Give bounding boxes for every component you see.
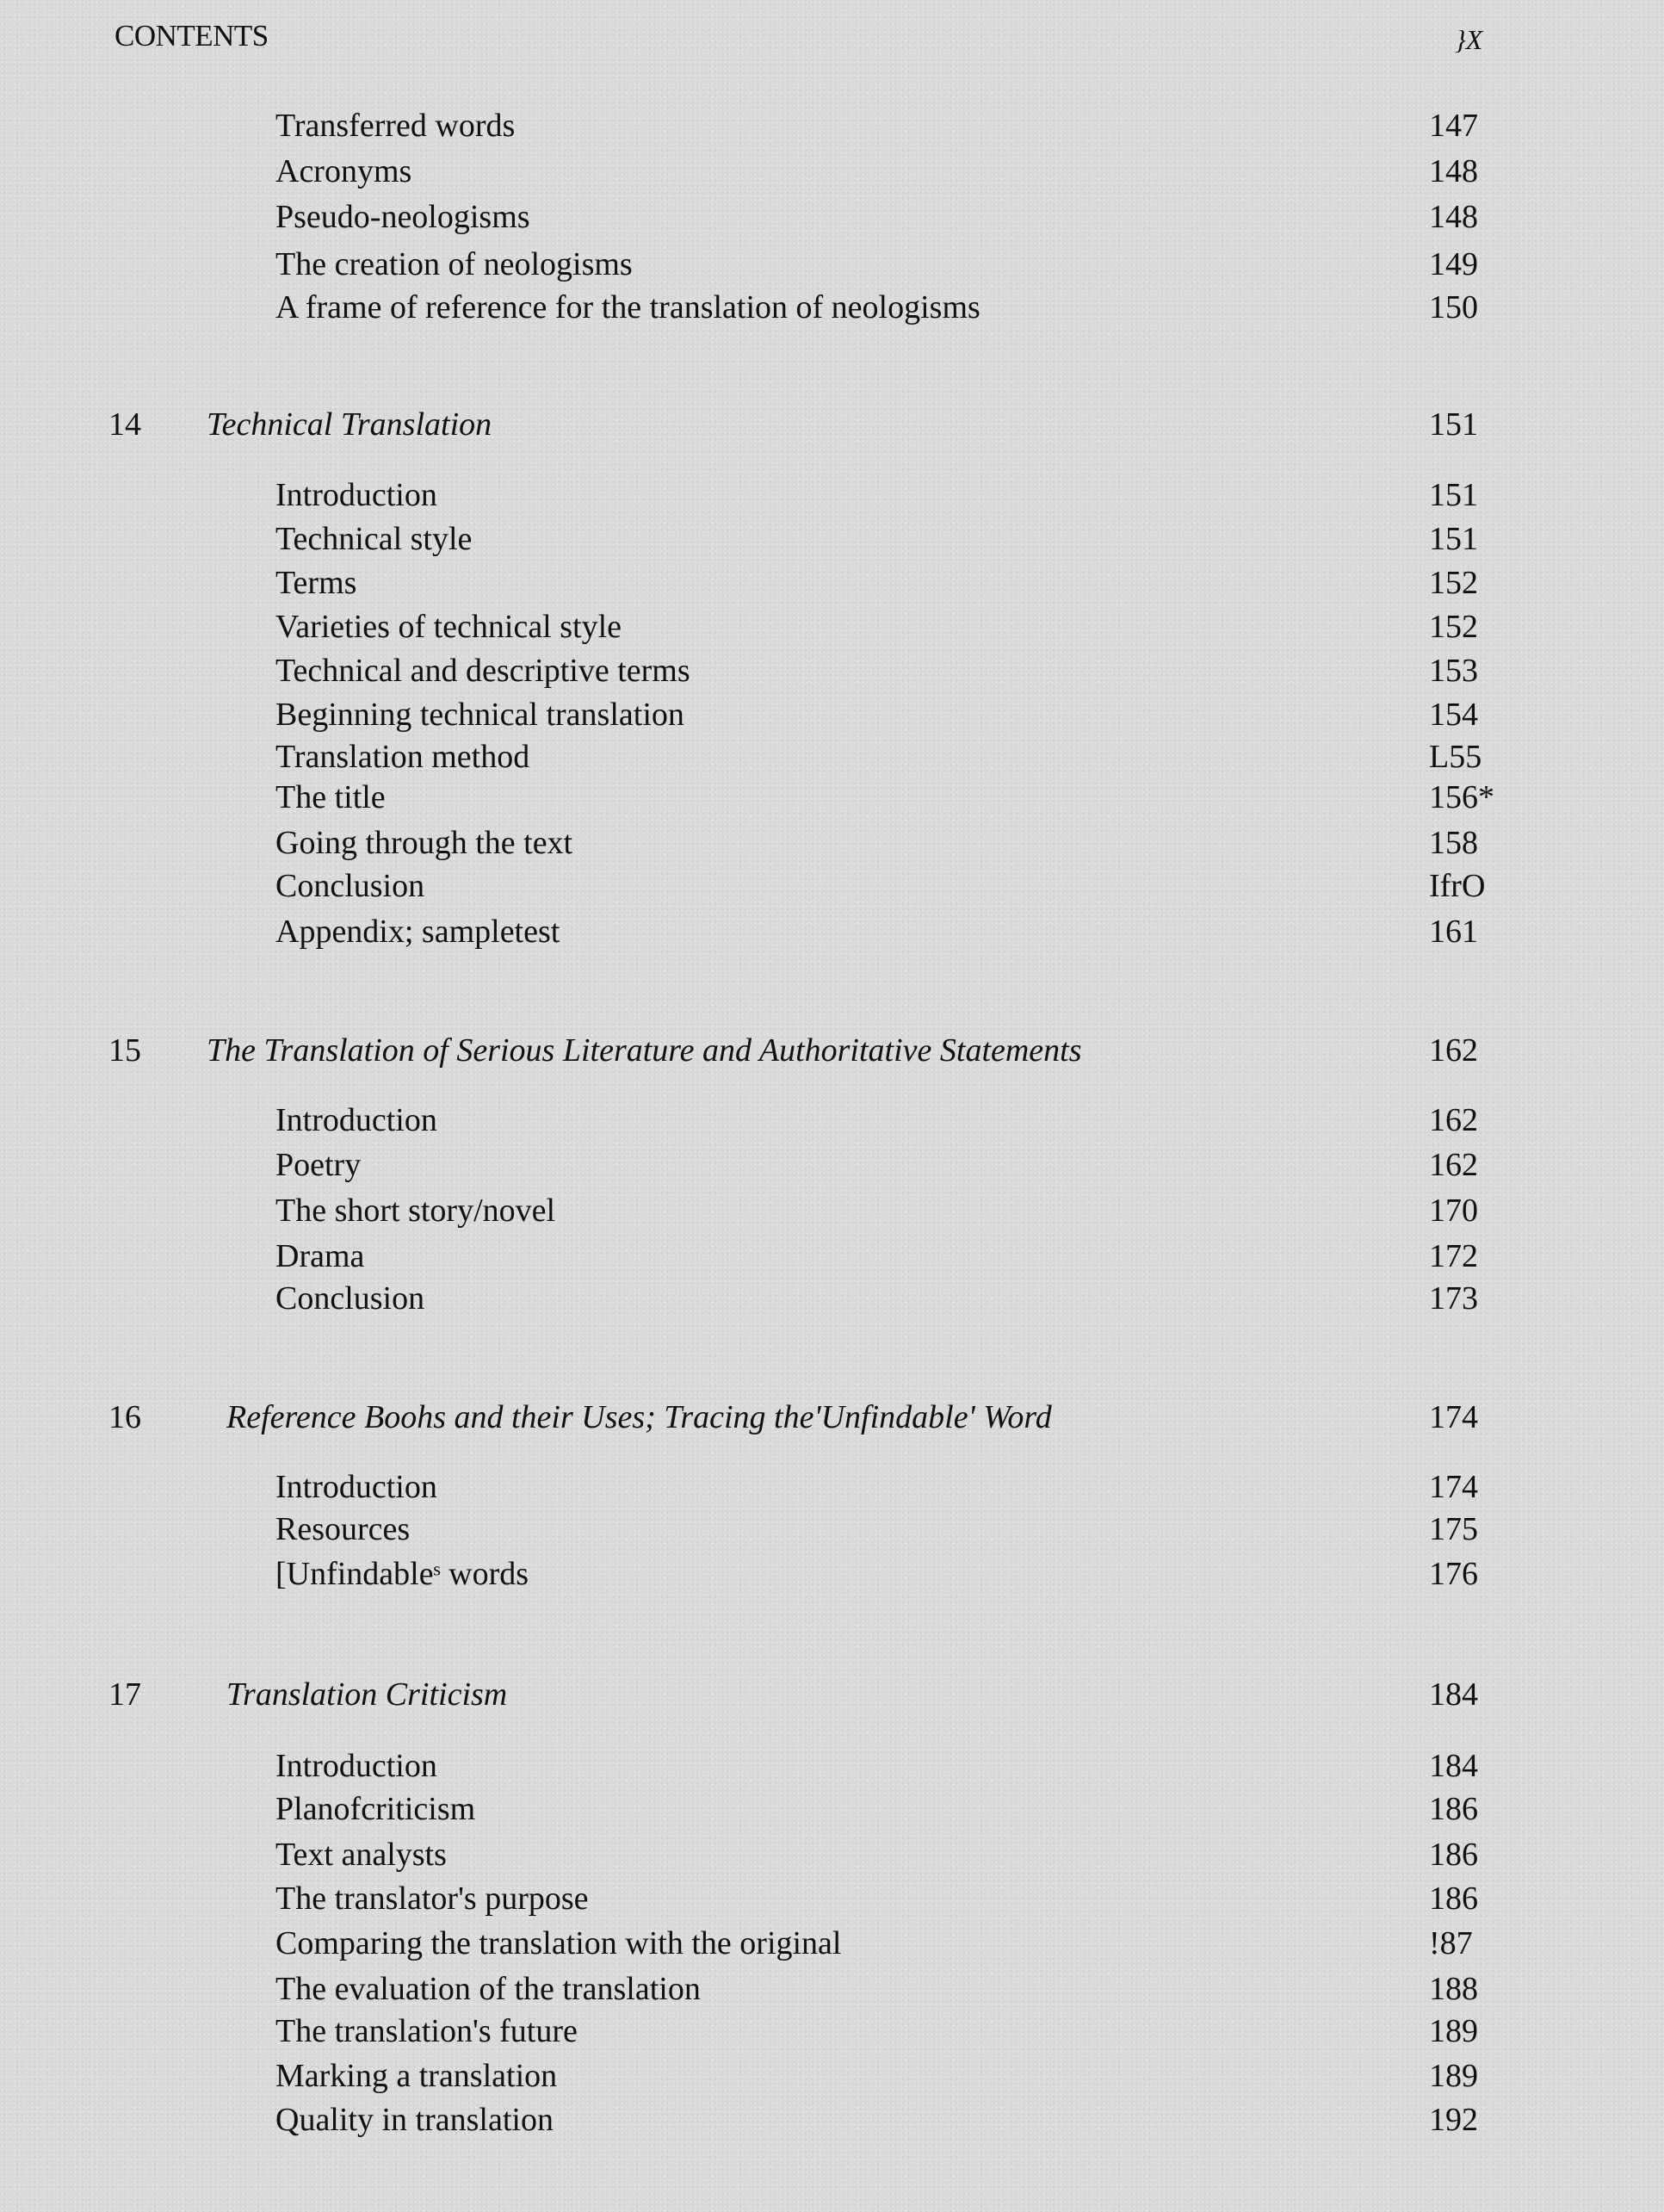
toc-entry <box>0 476 1664 523</box>
toc-entry-page: 149 <box>1429 246 1478 282</box>
toc-entry-title: Comparing the translation with the original <box>275 1925 842 1961</box>
toc-entry <box>0 198 1664 245</box>
page-folio: }X <box>1455 24 1483 55</box>
toc-entry-page: 192 <box>1429 2102 1478 2138</box>
toc-entry-page: IfrO <box>1429 868 1486 904</box>
toc-entry-page: !87 <box>1429 1925 1473 1961</box>
toc-entry-title: Terms <box>275 565 357 601</box>
toc-entry <box>0 824 1664 871</box>
toc-entry-page: 148 <box>1429 153 1478 189</box>
toc-entry-page: 174 <box>1429 1469 1478 1505</box>
toc-entry-page: 162 <box>1429 1147 1478 1183</box>
toc-entry <box>0 1836 1664 1882</box>
toc-entry <box>0 1970 1664 2017</box>
toc-entry-title: A frame of reference for the translation of neologisms <box>275 289 980 325</box>
toc-entry-title: Planofcriticism <box>275 1791 476 1827</box>
toc-entry <box>0 1101 1664 1148</box>
toc-entry <box>0 696 1664 742</box>
toc-entry-title: Introduction <box>275 1748 437 1784</box>
toc-entry <box>0 2057 1664 2104</box>
toc-entry <box>0 1880 1664 1926</box>
toc-entry-title: Technical and descriptive terms <box>275 653 690 689</box>
toc-entry <box>0 564 1664 610</box>
toc-entry-title: Poetry <box>275 1147 362 1183</box>
toc-entry-page: 188 <box>1429 1971 1478 2007</box>
chapter-heading-14 <box>0 406 1664 452</box>
toc-entry-page: 186 <box>1429 1837 1478 1873</box>
toc-entry-page: 150 <box>1429 289 1478 325</box>
toc-entry-title: Acronyms <box>275 153 412 189</box>
toc-entry <box>0 1279 1664 1326</box>
toc-entry-page: 148 <box>1429 199 1478 235</box>
toc-entry-title: Marking a translation <box>275 2058 558 2094</box>
chapter-title: Reference Boohs and their Uses; Tracing the'Unfindable' Word <box>226 1399 1052 1435</box>
toc-entry <box>0 778 1664 825</box>
toc-entry <box>0 1510 1664 1557</box>
toc-entry-title: The creation of neologisms <box>275 246 633 282</box>
toc-entry-title: Varieties of technical style <box>275 609 622 645</box>
toc-entry-page: 154 <box>1429 697 1478 733</box>
toc-entry-title: The short story/novel <box>275 1193 556 1229</box>
toc-entry-title: Pseudo-neologisms <box>275 199 530 235</box>
chapter-title: Technical Translation <box>207 406 492 443</box>
toc-entry-title: Text analysts <box>275 1837 447 1873</box>
chapter-number: 15 <box>108 1032 141 1069</box>
toc-entry-title: Conclusion <box>275 1280 425 1317</box>
toc-entry-page: 151 <box>1429 521 1478 557</box>
toc-entry-page: L55 <box>1429 739 1482 775</box>
toc-entry-title: The translator's purpose <box>275 1881 589 1917</box>
toc-entry <box>0 1747 1664 1794</box>
chapter-number: 17 <box>108 1676 141 1713</box>
toc-entry <box>0 738 1664 784</box>
toc-entry-page: 152 <box>1429 565 1478 601</box>
toc-entry <box>0 608 1664 654</box>
toc-entry-page: 173 <box>1429 1280 1478 1317</box>
toc-entry <box>0 2012 1664 2059</box>
toc-entry-title: Conclusion <box>275 868 425 904</box>
toc-entry-page: 176 <box>1429 1556 1478 1592</box>
toc-entry-title: Introduction <box>275 1469 437 1505</box>
toc-entry-title: Going through the text <box>275 825 573 861</box>
toc-entry-page: 189 <box>1429 2013 1478 2049</box>
toc-entry-title: The title <box>275 779 386 815</box>
chapter-title: The Translation of Serious Literature and Authoritative Statements <box>207 1032 1082 1069</box>
toc-entry-title: The translation's future <box>275 2013 578 2049</box>
toc-entry-page: 184 <box>1429 1748 1478 1784</box>
toc-entry-title: [Unfindableˢ words <box>275 1556 529 1592</box>
chapter-title: Translation Criticism <box>226 1676 508 1713</box>
toc-entry-page: 152 <box>1429 609 1478 645</box>
toc-entry <box>0 107 1664 153</box>
chapter-heading-16 <box>0 1398 1664 1445</box>
toc-entry-page: 175 <box>1429 1511 1478 1547</box>
toc-entry <box>0 1924 1664 1971</box>
toc-entry-title: Resources <box>275 1511 411 1547</box>
toc-entry-page: 186 <box>1429 1881 1478 1917</box>
toc-entry <box>0 652 1664 698</box>
toc-entry-page: 170 <box>1429 1193 1478 1229</box>
toc-entry-title: Appendix; sampletest <box>275 914 560 950</box>
toc-entry <box>0 913 1664 959</box>
toc-entry-title: Introduction <box>275 1102 437 1138</box>
chapter-heading-15 <box>0 1032 1664 1078</box>
toc-entry-page: 147 <box>1429 108 1478 144</box>
running-head: CONTENTS <box>114 19 269 53</box>
chapter-page: 151 <box>1429 406 1478 443</box>
toc-entry-title: Transferred words <box>275 108 516 144</box>
toc-entry-page: 161 <box>1429 914 1478 950</box>
chapter-page: 162 <box>1429 1032 1478 1069</box>
toc-entry-title: Beginning technical translation <box>275 697 684 733</box>
chapter-page: 184 <box>1429 1676 1478 1713</box>
toc-entry <box>0 1790 1664 1837</box>
chapter-number: 16 <box>108 1399 141 1435</box>
chapter-heading-17 <box>0 1676 1664 1722</box>
toc-entry-title: Introduction <box>275 477 437 513</box>
toc-entry <box>0 1146 1664 1193</box>
toc-entry <box>0 520 1664 567</box>
toc-entry <box>0 867 1664 914</box>
toc-entry-title: Quality in translation <box>275 2102 554 2138</box>
toc-entry-page: 158 <box>1429 825 1478 861</box>
toc-entry-page: 153 <box>1429 653 1478 689</box>
toc-entry-title: The evaluation of the translation <box>275 1971 701 2007</box>
toc-entry-title: Technical style <box>275 521 473 557</box>
toc-entry <box>0 288 1664 335</box>
toc-entry-page: 189 <box>1429 2058 1478 2094</box>
chapter-number: 14 <box>108 406 141 443</box>
toc-entry <box>0 1468 1664 1515</box>
chapter-page: 174 <box>1429 1399 1478 1435</box>
toc-entry <box>0 1555 1664 1602</box>
toc-entry-title: Drama <box>275 1238 365 1274</box>
toc-entry <box>0 1237 1664 1284</box>
toc-entry-page: 162 <box>1429 1102 1478 1138</box>
toc-entry-page: 151 <box>1429 477 1478 513</box>
toc-entry-page: 186 <box>1429 1791 1478 1827</box>
toc-entry <box>0 1192 1664 1238</box>
toc-entry <box>0 152 1664 199</box>
toc-entry <box>0 2101 1664 2147</box>
toc-entry-page: 172 <box>1429 1238 1478 1274</box>
toc-entry-page: 156* <box>1429 779 1494 815</box>
toc-entry <box>0 245 1664 292</box>
toc-entry-title: Translation method <box>275 739 530 775</box>
